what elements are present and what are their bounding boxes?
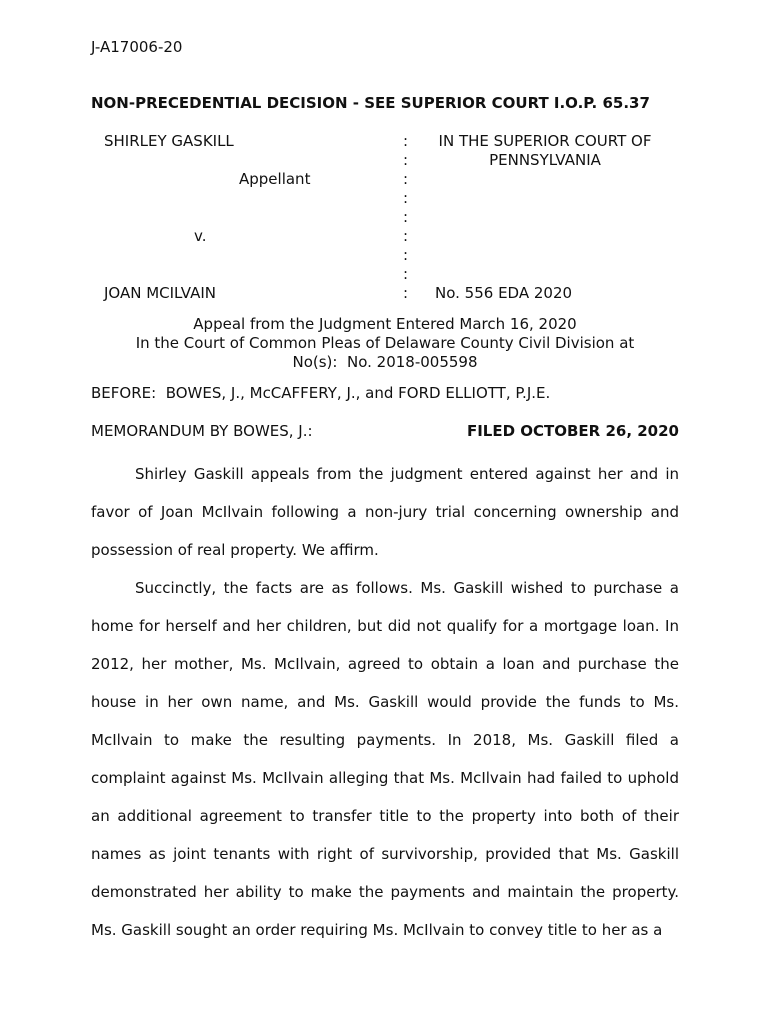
- caption-colon: :: [403, 246, 409, 264]
- court-name-line-2: PENNSYLVANIA: [489, 151, 601, 169]
- caption-party-1: SHIRLEY GASKILL: [104, 132, 234, 150]
- case-number: No. 556 EDA 2020: [435, 284, 573, 302]
- caption-colon: :: [403, 284, 409, 302]
- appeal-line-3: No(s): No. 2018-005598: [292, 353, 478, 371]
- caption-versus: v.: [194, 227, 207, 245]
- non-precedential-notice: NON-PRECEDENTIAL DECISION - SEE SUPERIOR COURT I.O.P. 65.37: [91, 94, 650, 112]
- filed-date: FILED OCTOBER 26, 2020: [466, 422, 679, 440]
- caption-colon: :: [403, 189, 409, 207]
- caption-colon: :: [403, 265, 409, 283]
- caption-colon: :: [403, 132, 409, 150]
- opinion-body: [91, 455, 679, 949]
- caption-role: Appellant: [239, 170, 311, 188]
- court-name-line-1: IN THE SUPERIOR COURT OF: [438, 132, 652, 150]
- memorandum-author: MEMORANDUM BY BOWES, J.:: [91, 422, 313, 440]
- caption-colon: :: [403, 227, 409, 245]
- caption-colon: :: [403, 208, 409, 226]
- paragraph-1: Shirley Gaskill appeals from the judgment entered against her and in favor of Joan McIlvain following a non-jury trial concerning ownership and possession of real property. We affirm.: [91, 465, 679, 559]
- panel-judges: BEFORE: BOWES, J., McCAFFERY, J., and FORD ELLIOTT, P.J.E.: [91, 384, 551, 402]
- appeal-line-1: Appeal from the Judgment Entered March 16, 2020: [193, 315, 577, 333]
- caption-colon: :: [403, 170, 409, 188]
- docket-code: J-A17006-20: [91, 38, 183, 56]
- caption-colon: :: [403, 151, 409, 169]
- paragraph-2: Succinctly, the facts are as follows. Ms. Gaskill wished to purchase a home for herself and her children, but did not qualify for a mortgage loan. In 2012, her mother, Ms. McIlvain, agreed to obtain a loan and purchase the house in her own name, and Ms. Gaskill would provide the funds to Ms. McIlvain to make the resulting payments. In 2018, Ms. Gaskill filed a complaint against Ms. McIlvain alleging that Ms. McIlvain had failed to uphold an additional agreement to transfer title to the property into both of their names as joint tenants with right of survivorship, provided that Ms. Gaskill demonstrated her ability to make the payments and maintain the property. Ms. Gaskill sought an order requiring Ms. McIlvain to convey title to her as a: [91, 579, 679, 939]
- appeal-info: [91, 315, 679, 372]
- appeal-line-2: In the Court of Common Pleas of Delaware County Civil Division at: [135, 334, 635, 352]
- caption-party-2: JOAN MCILVAIN: [104, 284, 216, 302]
